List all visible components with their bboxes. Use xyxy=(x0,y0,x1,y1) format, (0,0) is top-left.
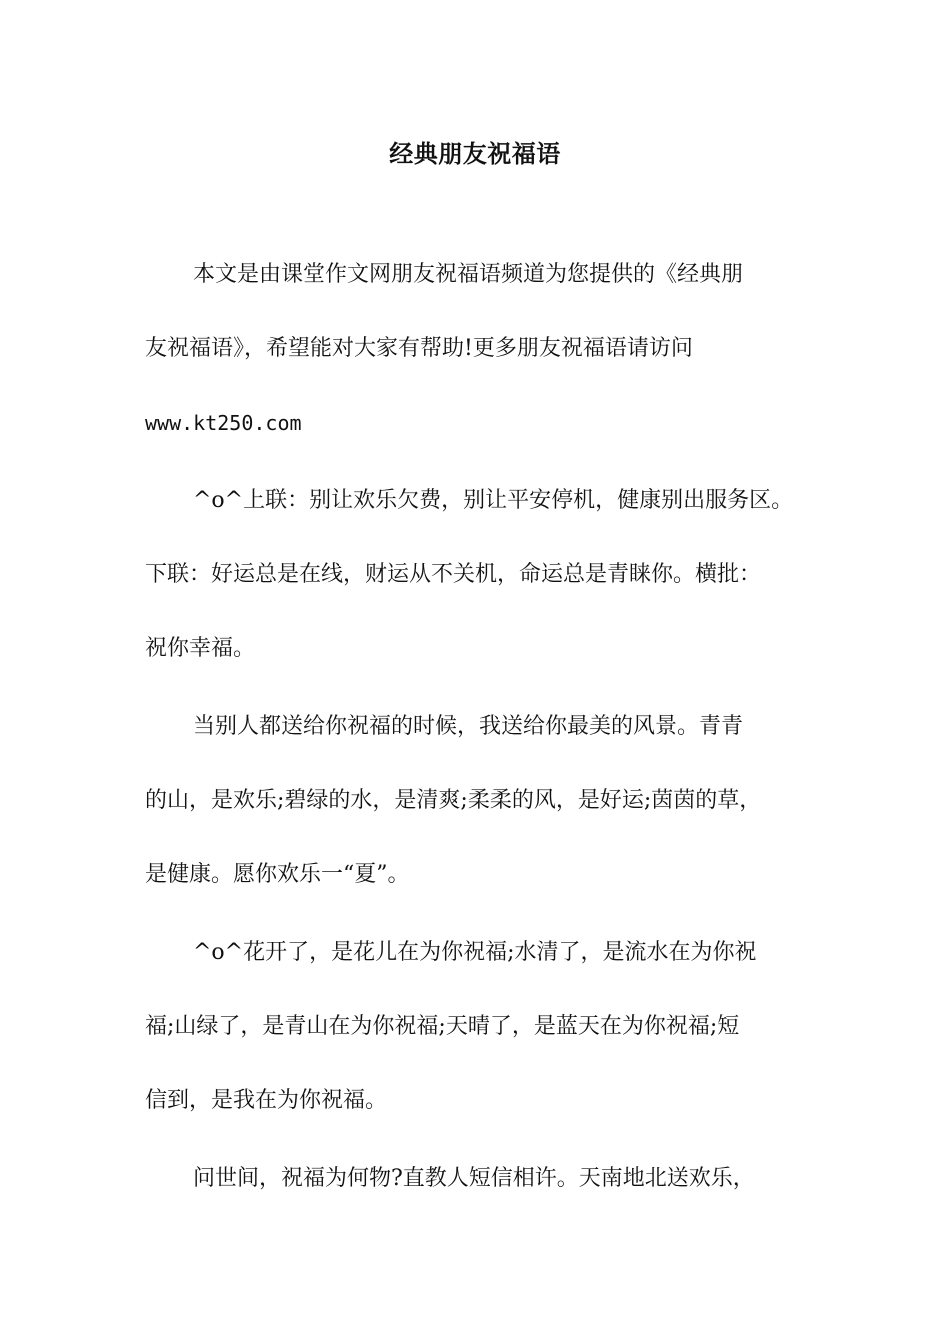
paragraph-line: 问世间，祝福为何物?直教人短信相许。天南地北送欢乐， xyxy=(193,1166,755,1191)
paragraph-line: 的山，是欢乐;碧绿的水，是清爽;柔柔的风，是好运;茵茵的草， xyxy=(145,788,762,813)
paragraph-line: 信到，是我在为你祝福。 xyxy=(145,1088,388,1113)
paragraph-scenery xyxy=(145,690,810,912)
paragraph-question xyxy=(145,1142,810,1216)
paragraph-couplet xyxy=(145,464,810,686)
paragraph-line: 友祝福语》，希望能对大家有帮助!更多朋友祝福语请访问 xyxy=(145,336,693,361)
paragraph-line: 祝你幸福。 xyxy=(145,636,256,661)
document-title: 经典朋友祝福语 xyxy=(389,139,561,168)
website-link-text: www.kt250.com xyxy=(145,411,302,435)
paragraph-intro xyxy=(145,238,810,460)
paragraph-line: 本文是由课堂作文网朋友祝福语频道为您提供的《经典朋 xyxy=(193,262,744,287)
paragraph-blessing xyxy=(145,916,810,1138)
paragraph-line: 是健康。愿你欢乐一“夏”。 xyxy=(145,862,410,887)
paragraph-line: 当别人都送给你祝福的时候，我送给你最美的风景。青青 xyxy=(193,714,744,739)
paragraph-line: ^o^花开了，是花儿在为你祝福;水清了，是流水在为你祝 xyxy=(193,940,757,965)
paragraph-line: ^o^上联：别让欢乐欠费，别让平安停机，健康别出服务区。 xyxy=(193,488,794,513)
paragraph-line: 下联：好运总是在线，财运从不关机，命运总是青睐你。横批： xyxy=(145,562,762,587)
paragraph-line: 福;山绿了，是青山在为你祝福;天晴了，是蓝天在为你祝福;短 xyxy=(145,1014,740,1039)
